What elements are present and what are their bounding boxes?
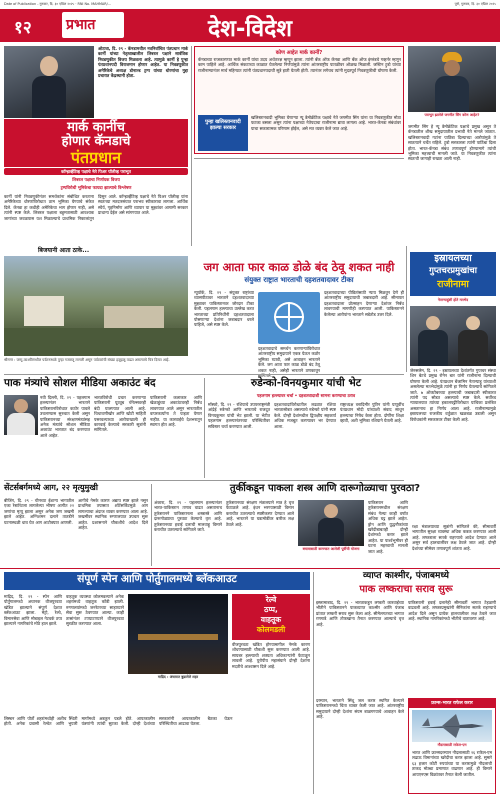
profile-body: कॅनडाच्या राजकारणात मार्क कार्नी यांचा उदय अर्थतज्ज्ञ म्हणून झाला. त्यांनी बँक ऑफ कॅनडा आणि बँक ऑफ इंग्लंडचे गव्हर्नर म्हणून काम पाहिले आहे. आर्थिक संकटाच्या काळात घेतलेल्या निर्णयांमुळे त्यांना आंतरराष्ट्रीय पातळीवर ओळख मिळाली. जस्टिन ट्रुडो यांच्या राजीनाम्यानंतर मार्च महिन्यात त्यांनी पंतप्रधानपदाची सूत्रे हाती घेतली होती. त्यानंतर लगेचच त्यांनी मुदतपूर्व निवडणुकीची घोषणा केली. <box>198 57 401 73</box>
section-divider <box>194 158 404 159</box>
pak-drill-body-3: दरम्यान, भारताने सिंधू जल करार स्थगित केल्याने पाकिस्तानमध्ये चिंता व्यक्त केली जात आहे. आंतरराष्ट्रीय समुदायाने दोन्ही देशांना संयम बाळगण्याचे आवाहन केले आहे. <box>316 698 404 720</box>
fire-body-2: आगीचे नेमके कारण अद्याप स्पष्ट झाले नसून प्राथमिक तपासात शॉर्टसर्किटमुळे आग लागल्याचा अंदाज व्यक्त करण्यात आला आहे. जखमींवर स्थानिक रुग्णालयात उपचार सुरू आहेत. प्रशासनाने चौकशीचे आदेश दिले आहेत. <box>78 498 148 531</box>
section-divider <box>4 480 404 481</box>
blackout-callout-3: वाहतूक <box>260 615 282 624</box>
turkey-body-2: तुर्कस्तानच्या संरक्षण मंत्रालयाने मात्र हे वृत्त फेटाळले आहे. इंधन भरण्यासाठी विमान कराचीत उतरल्याचे स्पष्टीकरण देण्यात आले आहे. भारताने या घडामोडींवर बारीक लक्ष ठेवले आहे. <box>226 500 294 527</box>
blackout-callout-1: रेल्वे <box>265 595 277 604</box>
rafale-body: भारत आणि फ्रान्सदरम्यान नौदलासाठी २६ राफेल-एम लढाऊ विमानांच्या खरेदीचा करार झाला आहे. सुमारे ६३ हजार कोटी रुपयांच्या या करारामुळे नौदलाची ताकद मोठ्या प्रमाणात वाढणार आहे. ही विमाने आयएनएस विक्रांतवर तैनात केली जातील. <box>412 750 492 777</box>
column-rule <box>151 484 152 566</box>
turkey-photo <box>298 500 364 546</box>
column-rule <box>313 572 314 794</box>
carney-photo <box>4 46 94 118</box>
putin-headline: रुडेन्को-विनयकुमार यांची भेट <box>250 377 362 389</box>
masthead <box>0 9 500 42</box>
fire-headline: सेंटर्सबर्गमध्ये आग, २२ मृत्युमुखी <box>4 483 98 492</box>
pak-drill-body-2: पाकिस्तानी हवाई दलानेही सीमावर्ती भागात टेहळणी वाढवली आहे. लष्करप्रमुखांनी सैनिकांना सतर्क राहण्याचे आदेश दिले असून प्रत्येक हालचालीवर लक्ष ठेवले जात आहे. स्थानिक नागरिकांमध्ये भीतीचे वातावरण आहे. <box>408 600 496 622</box>
kashmir-photo <box>4 256 188 356</box>
column-rule <box>191 46 192 246</box>
turkey-headline: तुर्कीकडून पाकला शस्त्र आणि दारूगोळ्याचा पुरवठा? <box>229 483 421 494</box>
turkey-photo-caption: बचावासाठी करण्यात आलेली पूर्वीची योजना <box>302 547 360 551</box>
carney-headline-2: होणार कॅनडाचे <box>61 134 131 149</box>
carney-headline-1: मार्क कार्नीच <box>67 120 125 135</box>
rafale-box <box>408 698 496 794</box>
rafale-caption: नौदलासाठी राफेल-एम <box>437 743 467 747</box>
carney-strip-1: कॉन्झर्व्हेटिव्ह पक्षाचे नेते पिअर पॉलीव्ह पराभूत <box>4 168 188 175</box>
carney-strip-3: ट्रम्पविरोधी भूमिकेचा फायदा झाल्याचे विश्लेषण <box>60 185 132 190</box>
blackout-headline: संपूर्ण स्पेन आणि पोर्तुगालमध्ये ब्लॅकआउट <box>77 573 237 585</box>
khalistan-sub-body: खलिस्तानवादी भूमिका घेणाऱ्या न्यू डेमोक्रॅटिक पक्षाचे नेते जगमीत सिंग यांना या निवडणुकीत मोठा फटका बसला असून त्यांना पक्षाच्या नेतेपदाचा राजीनामा द्यावा लागला आहे. भारत-कॅनडा संबंधांवर याचा सकारात्मक परिणाम होईल, असे मत व्यक्त केले जात आहे. <box>251 115 401 131</box>
carney-lead: ओटावा, दि. २९ - कॅनडामधील नवनिर्वाचित पंतप्रधान मार्क कार्नी यांच्या नेतृत्वाखालील लिबरल पक्षाने सार्वत्रिक निवडणुकीत विजय मिळवला आहे. त्यामुळे कार्नी हे पुन्हा पंतप्रधानपदी विराजमान होणार आहेत. या निवडणुकीत अमेरिकेचे अध्यक्ष डोनाल्ड ट्रम्प यांच्या धोरणांचा मुद्दा प्रचारात केंद्रस्थानी होता. <box>98 46 188 79</box>
turkey-side-body: रक्षा मंत्रालयाच्या सूत्रांनी सांगितले की, सीमावर्ती भागातील सुरक्षा व्यवस्था अधिक कडक करण्यात आली आहे. लष्कराला सतर्क राहण्याचे आदेश देण्यात आले असून सर्व हालचालींवर लक्ष ठेवले जात आहे. दोन्ही देशांच्या सीमेवर तणावपूर्ण शांतता आहे. <box>412 524 496 551</box>
un-body-3: दहशतवादाच्या पीडितांसाठी न्याय मिळवून देणे ही आंतरराष्ट्रीय समुदायाची जबाबदारी आहे. सीमापार दहशतवादाला प्रोत्साहन देणाऱ्या देशांवर निर्बंध लावण्याची मागणीही करण्यात आली. पाकिस्तानने केलेल्या आरोपांना भारताने सडेतोड उत्तर दिले. <box>324 290 404 317</box>
blackout-callout-4: कोलमडली <box>256 625 286 634</box>
rafale-photo <box>412 710 492 742</box>
khalistan-label-box <box>198 115 248 151</box>
profile-title: कोण आहेत मार्क कार्नी? <box>275 50 323 56</box>
carney-headline-block <box>4 119 188 167</box>
carney-strips <box>4 168 188 192</box>
fighter-jet-icon <box>412 710 492 742</box>
section-divider <box>0 568 500 569</box>
israel-body: जेरुसलेम, दि. २९ - इस्रायलच्या देशांतर्गत गुप्तचर संस्था शिन बेटचे प्रमुख रोनेन बार यांनी राजीनामा दिल्याची घोषणा केली आहे. पंतप्रधान बेंजामिन नेतान्याहू यांच्याशी असलेल्या मतभेदांमुळे त्यांनी हा निर्णय घेतल्याचे सांगितले जाते. ७ ऑक्टोबरच्या हल्ल्याची जबाबदारी स्वीकारत त्यांनी पद सोडत असल्याचे स्पष्ट केले. सर्वोच्च न्यायालयात त्यांच्या हकालपट्टीविरोधात याचिका प्रलंबित असतानाच हा निर्णय आला आहे. राजीनाम्यामुळे इस्रायलच्या राजकीय वर्तुळात खळबळ उडाली असून विरोधकांनी सरकारवर टीका केली आहे. <box>410 368 496 422</box>
pak-social-body-3: पाकिस्तानी कलाकार आणि खेळाडूंच्या अकाउंटवरही निर्बंध लावण्यात आले असून भारतातील वापरकर्त्यांना ते पाहता येणार नाहीत. या कारवाईचे देशभरातून स्वागत होत आहे. <box>150 395 202 428</box>
carney-headline-3: पंतप्रधान <box>70 148 122 167</box>
person-silhouette <box>435 52 469 112</box>
pak-social-body-1: नवी दिल्ली, दि. २९ - पहलगाम हल्ल्यानंतर भारताने पाकिस्तानविरोधात कठोर पावले उचलण्यास सुरुवात केली असून पाकिस्तानच्या संरक्षणमंत्र्यांसह अनेक मंत्र्यांचे सोशल मीडिया अकाउंट भारतात बंद करण्यात आले आहेत. <box>40 395 90 438</box>
column-rule <box>204 378 205 478</box>
rafale-headline: फ्रान्स-भारत राफेल करार <box>409 699 495 708</box>
israel-headline-2: गुप्तचरप्रमुखांचा <box>429 266 477 276</box>
un-headline-1: जग आता फार काळ डोळे बंद ठेवू शकत नाही <box>203 260 395 274</box>
pak-social-body-2: भारतविरोधी प्रचार करणाऱ्या पाकिस्तानी यूट्यूब चॅनेल्सवरही बंदी घालण्यात आली आहे. चिथावणीखोर आणि खोटी माहिती पसरवल्याच्या आरोपाखाली ही कारवाई केल्याचे सरकारी सूत्रांनी सांगितले. <box>94 395 146 433</box>
jagmeet-photo <box>408 46 496 112</box>
un-body-1: न्यूयॉर्क, दि. २९ - संयुक्त राष्ट्रांच्या व्यासपीठावर भारताने दहशतवादाच्या मुद्द्यावर पाकिस्तानवर जोरदार टीका केली. पहलगाम हल्ल्याचा उल्लेख करत भारताच्या प्रतिनिधींनी दहशतवादाला पोसणाऱ्या देशांना जबाबदार धरले पाहिजे, असे स्पष्ट केले. <box>194 290 254 328</box>
page-number: १२ <box>14 18 32 38</box>
putin-body-1: मॉस्को, दि. २९ - रशियाचे उपपरराष्ट्रमंत्री आंद्रेई रुडेन्को आणि भारताचे राजदूत विनयकुमार यांची भेट झाली. या भेटीत पहलगाम हल्ल्यानंतरच्या परिस्थितीवर सविस्तर चर्चा करण्यात आली. <box>208 402 270 429</box>
fire-body-1: बीजिंग, दि. २९ - चीनच्या ईशान्य भागातील एका रेस्टॉरंटला लागलेल्या भीषण आगीत २२ जणांचा मृत्यू झाला असून अनेक जण जखमी झाले आहेत. अग्निशमन दलाने तातडीने घटनास्थळी धाव घेत आग आटोक्यात आणली. <box>4 498 74 525</box>
blackout-photo <box>128 594 228 674</box>
carney-body: कार्नी यांनी निवडणुकीनंतर समर्थकांना संबोधित करताना अमेरिकेच्या धोरणांविरोधात ठाम भूमिका घेण्याचे संकेत दिले. कॅनडा हा कधीही अमेरिकेचा भाग होणार नाही, असे त्यांनी स्पष्ट केले. लिबरल पक्षाला बहुमतासाठी आवश्यक जागांच्या जवळपास यश मिळाल्याचे प्राथमिक निकालांतून दिसून आले. कॉन्झर्व्हेटिव्ह पक्षाचे नेते पिअर पॉलीव्ह यांना स्वतःच्या मतदारसंघात पराभव स्वीकारावा लागला. आर्थिक स्थैर्य, गृहनिर्माण आणि व्यापार या मुद्द्यांवर आगामी सरकार प्राधान्य देईल असे सांगण्यात आले. <box>4 194 188 221</box>
israel-sub: नेतान्याहूंशी होते मतभेद <box>437 298 469 302</box>
blackout-body-1: माद्रिद, दि. २९ - स्पेन आणि पोर्तुगालमध्ये अचानक वीजपुरवठा खंडित झाल्याने संपूर्ण देशात ब्लॅकआउट झाला. मेट्रो, रेल्वे, विमानसेवा आणि मोबाइल नेटवर्क ठप्प झाल्याने नागरिकांचे मोठे हाल झाले. <box>4 594 62 627</box>
jagmeet-body: जगमीत सिंग हे न्यू डेमोक्रॅटिक पक्षाचे प्रमुख असून ते कॅनडातील शीख समुदायातील प्रभावी नेते मानले जातात. खलिस्तानवादी गटांना पाठिंबा दिल्याच्या आरोपांमुळे ते सातत्याने चर्चेत राहिले. ट्रुडो सरकारला त्यांनी पाठिंबा दिला होता. भारत-कॅनडा संबंध तणावपूर्ण होण्यामागे त्यांची भूमिका महत्त्वाची मानली जाते. या निवडणुकीत त्यांना स्वतःची जागाही राखता आली नाही. <box>408 124 496 162</box>
blackout-photo-caption: माद्रिद : अंधारात बुडालेले शहर <box>157 675 199 679</box>
carney-strip-2: लिबरल पक्षाचा निर्णायक विजय <box>72 177 120 182</box>
pak-drill-headline-1: व्याप्त काश्मीर, पंजाबमध्ये <box>363 571 449 581</box>
pak-drill-body-1: इस्लामाबाद, दि. २९ - भारताकडून लष्करी कारवाईच्या भीतीने पाकिस्तानने पाकव्याप्त काश्मीर आणि पंजाब प्रांतात लष्करी सराव सुरू केला आहे. सीमेलगतच्या भागात रणगाडे आणि तोफखाना तैनात करण्यात आल्याचे वृत्त आहे. <box>316 600 404 627</box>
dateline-right: पुणे, गुरुवार, दि. ३० एप्रिल २०२५ <box>454 2 496 6</box>
paper-name: प्रभात <box>66 17 96 33</box>
un-emblem <box>258 292 320 344</box>
blackout-body-2: वाहतूक व्यवस्था कोलमडल्याने अनेक शहरांमध्ये वाहतूक कोंडी झाली. रुग्णालयांमध्ये जनरेटरच्या साहाय्याने सेवा सुरू ठेवण्यात आल्या. काही तासांनंतर टप्प्याटप्प्याने वीजपुरवठा सुरळीत करण्यात आला. <box>66 594 124 627</box>
putin-body-3: राष्ट्राध्यक्ष व्लादिमीर पुतिन यांनी यापूर्वीच पंतप्रधान मोदी यांच्याशी संवाद साधून हल्ल्याचा निषेध केला होता. दोषींना शिक्षा व्हावी, अशी भूमिका रशियाने घेतली आहे. <box>340 402 404 424</box>
pak-minister-photo <box>4 395 38 435</box>
pak-social-headline: पाक मंत्र्यांचे सोशल मीडिया अकाउंट बंद <box>4 377 156 389</box>
turkey-body-1: अंकारा, दि. २९ - पहलगाम हल्ल्यानंतर भारत-पाकिस्तान तणाव वाढत असतानाच तुर्कस्तानने पाकिस्तानला शस्त्रास्त्रे आणि दारूगोळ्याचा पुरवठा केल्याचे वृत्त आहे. तुर्कस्तानच्या हवाई दलाची मालवाहू विमाने कराचीत उतरल्याचे सांगितले जाते. <box>154 500 222 533</box>
blackout-band <box>4 572 310 590</box>
putin-sub: पहलगाम हल्ल्यावर चर्चा • दहशतवादाशी सामना करण्याचा ठराव <box>256 393 356 398</box>
column-rule <box>406 246 407 372</box>
blackout-body-4: लिस्बन आणि पोर्तो शहरांमध्येही अशीच स्थिती होती. अनेक प्रवासी रेल्वेत आणि भुयारी मार्गांमध्ये अडकून पडले होते. आपत्कालीन यंत्रणांनी त्यांची सुटका केली. दोन्ही देशांच्या सरकारांनी आपत्कालीन बैठका घेऊन परिस्थितीचा आढावा घेतला. <box>4 716 233 727</box>
turkey-body-3: पाकिस्तान आणि तुर्कस्तानमधील संरक्षण संबंध गेल्या काही वर्षांत अधिक घट्ट झाले आहेत. ड्रोन आणि युद्धनौकांच्या खरेदीबाबतही दोन्ही देशांमध्ये करार झाले आहेत. या पार्श्वभूमीवर ही घटना महत्त्वाची मानली जात आहे. <box>368 500 408 554</box>
blackout-callout <box>232 594 310 640</box>
israel-headline-box <box>410 252 496 296</box>
blackout-body-3: वीजपुरवठा खंडित होण्यामागील नेमके कारण शोधण्यासाठी चौकशी सुरू करण्यात आली आहे. सायबर हल्ल्याची शक्यता अधिकाऱ्यांनी फेटाळून लावली आहे. युरोपीय महासंघाने दोन्ही देशांना मदतीचे आश्वासन दिले आहे. <box>232 642 310 669</box>
carney-profile-box <box>194 46 404 154</box>
kashmir-kicker: बिजयानी आता ठाके... <box>38 247 90 254</box>
israel-headline-3: राजीनामा <box>437 279 469 290</box>
putin-body-2: दहशतवादाविरोधातील लढ्यात रशिया भारतासोबत असल्याचे रुडेन्को यांनी स्पष्ट केले. दोन्ही देशांमधील द्विपक्षीय सहकार्य अधिक मजबूत करण्यावर भर देण्यात आला. <box>274 402 336 429</box>
section-title: देश-विदेश <box>208 16 292 42</box>
section-divider <box>4 374 404 375</box>
israel-photo <box>410 306 496 366</box>
un-headline-2: संयुक्त राष्ट्रात भारताची दहशतवादावर टीका <box>244 276 354 284</box>
israel-headline-1: इस्रायलच्या <box>434 253 472 264</box>
pak-drill-headline-2: पाक लष्कराचा सराव सुरू <box>359 584 453 595</box>
khalistan-label: पुन्हा खलिस्तानवादी झाल्या सरकार <box>205 119 241 132</box>
un-body-2: दहशतवादाचे समर्थन करणाऱ्यांविरोधात आंतरराष्ट्रीय समुदायाने एकत्र येऊन कठोर भूमिका घ्यावी, असे आवाहन भारताने केले. जग आता फार काळ डोळे बंद ठेवू शकत नाही, असेही भारताने ठणकावून सांगितले. <box>258 346 320 379</box>
blackout-callout-2: ठप्प, <box>264 605 278 614</box>
paper-logo <box>62 12 124 38</box>
jagmeet-caption: पराभूत झालेले जगमीत सिंग कोण आहेत? <box>424 113 480 117</box>
dateline-left: Date of Publication - गुरुवार, दि. ३० एप्रिल २०२५ · RNI No. MAHMAR/... <box>4 2 111 6</box>
person-silhouette <box>32 56 66 118</box>
kashmir-photo-caption: श्रीनगर : जम्मू-काश्मीरमधील पर्यटनस्थळे पुन्हा गजबजू लागली असून पर्यटकांची संख्या हळूहळू वाढत असल्याचे चित्र दिसत आहे. <box>4 358 170 362</box>
